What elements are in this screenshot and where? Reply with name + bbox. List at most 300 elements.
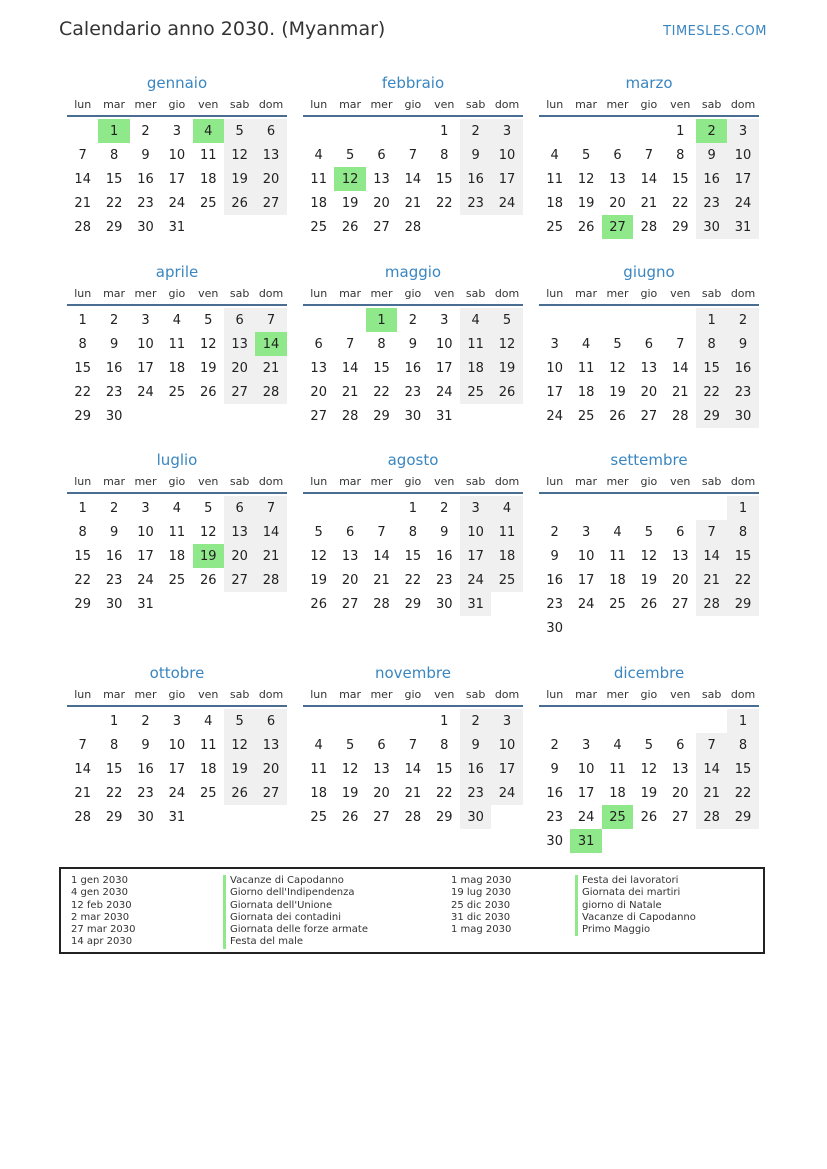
weekday-label: dom xyxy=(730,287,756,300)
empty-cell xyxy=(67,119,98,143)
month-luglio xyxy=(67,449,287,616)
weekday-label: mer xyxy=(134,287,157,300)
day-cell: 31 xyxy=(727,215,758,239)
day-cell: 14 xyxy=(696,544,727,568)
weekday-label: lun xyxy=(310,688,328,701)
day-cell: 29 xyxy=(671,219,689,235)
weekday-label: mer xyxy=(606,688,629,701)
day-cell: 16 xyxy=(105,548,123,564)
day-cell: 26 xyxy=(224,781,255,805)
day-cell: 10 xyxy=(546,360,563,376)
day-cell: 10 xyxy=(491,733,522,757)
day-cell: 15 xyxy=(74,360,91,376)
empty-cell xyxy=(67,709,98,733)
day-cell: 11 xyxy=(577,360,595,376)
legend-holiday-name: Festa del male xyxy=(223,936,368,948)
weekday-label: mer xyxy=(370,98,393,111)
day-cell: 21 xyxy=(671,384,689,400)
day-cell: 18 xyxy=(199,761,217,777)
legend-date: 19 lug 2030 xyxy=(451,887,511,899)
day-cell: 12 xyxy=(341,761,359,777)
day-cell: 10 xyxy=(577,761,595,777)
legend-date: 1 mag 2030 xyxy=(451,924,512,936)
day-cell: 4 xyxy=(460,308,491,332)
day-cell: 24 xyxy=(491,191,522,215)
weekday-label: ven xyxy=(434,688,455,701)
day-cell: 2 xyxy=(141,123,150,139)
day-cell: 1 xyxy=(696,308,727,332)
holiday-day-cell: 31 xyxy=(570,829,601,853)
day-cell: 17 xyxy=(491,167,522,191)
day-cell: 10 xyxy=(460,520,491,544)
day-cell: 11 xyxy=(199,147,217,163)
holiday-day-cell: 27 xyxy=(602,215,633,239)
day-cell: 17 xyxy=(137,360,154,376)
empty-cell xyxy=(570,709,601,733)
day-cell: 18 xyxy=(577,384,595,400)
month-name: novembre xyxy=(375,664,451,682)
day-cell: 29 xyxy=(74,408,91,424)
weekday-label: mer xyxy=(134,475,157,488)
month-name: aprile xyxy=(155,263,199,281)
holiday-day-cell: 25 xyxy=(602,805,633,829)
day-cell: 7 xyxy=(345,336,355,352)
legend-date: 2 mar 2030 xyxy=(71,911,130,923)
day-grid xyxy=(303,308,523,428)
day-cell: 11 xyxy=(310,171,327,187)
day-cell: 15 xyxy=(671,171,689,187)
day-cell: 3 xyxy=(172,123,181,139)
month-agosto xyxy=(303,449,523,616)
legend-date: 1 mag 2030 xyxy=(451,875,512,886)
day-cell: 26 xyxy=(609,408,626,424)
weekday-label: mar xyxy=(339,688,362,701)
day-cell: 26 xyxy=(224,191,255,215)
day-cell: 21 xyxy=(74,785,91,801)
weekday-label: mer xyxy=(370,688,393,701)
weekday-header xyxy=(539,94,759,117)
day-grid xyxy=(539,709,759,853)
day-cell: 30 xyxy=(460,805,491,829)
day-cell: 22 xyxy=(74,384,91,400)
day-cell: 22 xyxy=(105,195,123,211)
day-cell: 1 xyxy=(109,713,119,729)
empty-cell xyxy=(665,709,696,733)
day-cell: 20 xyxy=(341,572,359,588)
day-cell: 8 xyxy=(696,332,727,356)
weekday-label: ven xyxy=(198,287,219,300)
day-grid xyxy=(67,709,287,829)
empty-cell xyxy=(539,496,570,520)
day-cell: 23 xyxy=(137,785,154,801)
day-cell: 24 xyxy=(546,408,563,424)
day-cell: 12 xyxy=(640,761,658,777)
weekday-label: gio xyxy=(404,98,422,111)
day-cell: 20 xyxy=(255,167,286,191)
day-grid xyxy=(539,119,759,239)
day-cell: 3 xyxy=(141,312,150,328)
day-cell: 7 xyxy=(408,147,417,163)
day-cell: 22 xyxy=(727,781,758,805)
day-cell: 25 xyxy=(310,219,327,235)
day-cell: 16 xyxy=(546,785,563,801)
weekday-label: gio xyxy=(168,688,186,701)
legend-date: 27 mar 2030 xyxy=(71,924,136,936)
empty-cell xyxy=(303,709,334,733)
weekday-label: ven xyxy=(670,688,691,701)
day-cell: 20 xyxy=(671,572,689,588)
day-cell: 7 xyxy=(377,524,386,540)
weekday-label: sab xyxy=(229,475,250,488)
month-name: luglio xyxy=(156,451,198,469)
weekday-label: lun xyxy=(546,475,564,488)
day-cell: 2 xyxy=(550,524,559,540)
day-cell: 22 xyxy=(404,572,422,588)
month-dicembre xyxy=(539,662,759,853)
weekday-label: dom xyxy=(258,688,284,701)
weekday-label: gio xyxy=(168,475,186,488)
day-cell: 29 xyxy=(727,592,758,616)
day-cell: 26 xyxy=(310,596,327,612)
day-cell: 5 xyxy=(204,500,213,516)
day-cell: 7 xyxy=(644,147,653,163)
day-cell: 7 xyxy=(78,737,87,753)
day-cell: 14 xyxy=(404,761,422,777)
day-cell: 18 xyxy=(491,544,522,568)
day-cell: 18 xyxy=(168,548,186,564)
day-cell: 10 xyxy=(137,336,154,352)
weekday-label: sab xyxy=(229,287,250,300)
weekday-label: gio xyxy=(404,287,422,300)
day-cell: 13 xyxy=(609,171,626,187)
day-cell: 21 xyxy=(404,785,422,801)
day-cell: 26 xyxy=(640,596,658,612)
weekday-label: lun xyxy=(546,287,564,300)
day-cell: 28 xyxy=(255,568,286,592)
legend-date: 12 feb 2030 xyxy=(71,899,132,911)
day-cell: 16 xyxy=(137,761,154,777)
day-cell: 15 xyxy=(727,544,758,568)
day-cell: 29 xyxy=(74,596,91,612)
month-giugno xyxy=(539,261,759,428)
day-cell: 15 xyxy=(373,360,390,376)
weekday-label: gio xyxy=(168,98,186,111)
holiday-day-cell: 1 xyxy=(366,308,397,332)
weekday-label: lun xyxy=(310,475,328,488)
day-cell: 11 xyxy=(609,548,626,564)
day-cell: 24 xyxy=(577,596,595,612)
day-cell: 12 xyxy=(310,548,327,564)
day-cell: 20 xyxy=(609,195,626,211)
weekday-label: mar xyxy=(575,688,598,701)
day-cell: 19 xyxy=(310,572,327,588)
day-cell: 22 xyxy=(727,568,758,592)
month-name: marzo xyxy=(625,74,673,92)
weekday-label: ven xyxy=(670,475,691,488)
day-cell: 7 xyxy=(408,737,417,753)
month-name: ottobre xyxy=(149,664,205,682)
day-cell: 17 xyxy=(577,572,595,588)
day-cell: 26 xyxy=(199,384,217,400)
day-cell: 14 xyxy=(74,761,91,777)
day-cell: 27 xyxy=(671,596,689,612)
day-cell: 10 xyxy=(435,336,453,352)
day-cell: 27 xyxy=(373,809,390,825)
day-cell: 3 xyxy=(491,709,522,733)
empty-cell xyxy=(334,119,365,143)
empty-cell xyxy=(539,119,570,143)
day-cell: 3 xyxy=(172,713,181,729)
weekday-header xyxy=(303,471,523,494)
empty-cell xyxy=(665,496,696,520)
day-cell: 10 xyxy=(168,737,186,753)
day-cell: 2 xyxy=(460,119,491,143)
day-cell: 4 xyxy=(491,496,522,520)
weekday-label: mer xyxy=(606,287,629,300)
day-cell: 27 xyxy=(224,568,255,592)
weekday-label: lun xyxy=(74,688,92,701)
weekday-label: gio xyxy=(640,688,658,701)
day-cell: 8 xyxy=(109,737,119,753)
day-cell: 30 xyxy=(105,408,123,424)
day-cell: 17 xyxy=(460,544,491,568)
day-cell: 25 xyxy=(168,572,186,588)
empty-cell xyxy=(303,496,334,520)
day-cell: 11 xyxy=(310,761,327,777)
day-cell: 14 xyxy=(74,171,91,187)
day-cell: 21 xyxy=(696,781,727,805)
day-cell: 21 xyxy=(640,195,658,211)
day-cell: 18 xyxy=(460,356,491,380)
day-cell: 2 xyxy=(141,713,150,729)
day-cell: 11 xyxy=(491,520,522,544)
day-cell: 19 xyxy=(640,572,658,588)
day-cell: 24 xyxy=(727,191,758,215)
day-cell: 28 xyxy=(696,805,727,829)
weekday-label: dom xyxy=(730,98,756,111)
day-cell: 5 xyxy=(644,737,653,753)
weekday-label: dom xyxy=(494,98,520,111)
day-cell: 30 xyxy=(404,408,422,424)
day-cell: 9 xyxy=(550,548,559,564)
day-cell: 12 xyxy=(577,171,595,187)
day-cell: 20 xyxy=(640,384,658,400)
empty-cell xyxy=(602,496,633,520)
weekday-label: lun xyxy=(546,98,564,111)
month-name: giugno xyxy=(623,263,675,281)
legend-date: 25 dic 2030 xyxy=(451,899,511,911)
day-cell: 14 xyxy=(671,360,689,376)
day-cell: 8 xyxy=(78,336,87,352)
brand-link[interactable]: TIMESLES.COM xyxy=(663,24,767,39)
holiday-day-cell: 1 xyxy=(98,119,129,143)
weekday-label: sab xyxy=(701,287,722,300)
day-cell: 26 xyxy=(577,219,595,235)
empty-cell xyxy=(303,308,334,332)
legend-holiday-name: Giornata dell'Unione xyxy=(223,900,368,912)
month-name: dicembre xyxy=(613,664,685,682)
day-cell: 19 xyxy=(609,384,626,400)
day-cell: 10 xyxy=(727,143,758,167)
day-cell: 12 xyxy=(640,548,658,564)
day-cell: 19 xyxy=(640,785,658,801)
weekday-label: mer xyxy=(606,98,629,111)
day-cell: 15 xyxy=(435,171,453,187)
day-cell: 5 xyxy=(224,119,255,143)
day-cell: 10 xyxy=(577,548,595,564)
legend-holiday-name: Giorno dell'Indipendenza xyxy=(223,887,368,899)
day-cell: 27 xyxy=(640,408,658,424)
weekday-label: dom xyxy=(494,287,520,300)
weekday-label: mer xyxy=(134,688,157,701)
weekday-label: lun xyxy=(74,287,92,300)
empty-cell xyxy=(696,709,727,733)
day-cell: 2 xyxy=(440,500,449,516)
weekday-label: ven xyxy=(198,475,219,488)
holiday-legend xyxy=(59,867,765,954)
weekday-label: gio xyxy=(640,475,658,488)
weekday-label: lun xyxy=(546,688,564,701)
day-cell: 23 xyxy=(435,572,453,588)
day-cell: 6 xyxy=(676,737,685,753)
month-settembre xyxy=(539,449,759,640)
day-grid xyxy=(539,496,759,640)
empty-cell xyxy=(602,119,633,143)
day-cell: 11 xyxy=(168,336,186,352)
day-cell: 20 xyxy=(373,785,390,801)
day-cell: 28 xyxy=(640,219,658,235)
day-cell: 25 xyxy=(609,596,626,612)
empty-cell xyxy=(366,119,397,143)
day-cell: 8 xyxy=(440,147,449,163)
day-cell: 15 xyxy=(105,761,123,777)
day-cell: 30 xyxy=(137,809,154,825)
empty-cell xyxy=(303,119,334,143)
weekday-label: gio xyxy=(404,475,422,488)
day-cell: 1 xyxy=(78,500,87,516)
day-cell: 27 xyxy=(310,408,327,424)
day-cell: 4 xyxy=(581,336,591,352)
day-cell: 20 xyxy=(224,356,255,380)
empty-cell xyxy=(602,308,633,332)
month-name: gennaio xyxy=(146,74,208,92)
day-cell: 14 xyxy=(404,171,422,187)
empty-cell xyxy=(570,308,601,332)
day-cell: 8 xyxy=(440,737,449,753)
day-cell: 31 xyxy=(168,809,186,825)
weekday-label: mar xyxy=(339,475,362,488)
legend-names-left xyxy=(223,875,368,949)
day-cell: 28 xyxy=(696,592,727,616)
day-cell: 23 xyxy=(546,809,563,825)
day-cell: 17 xyxy=(727,167,758,191)
day-cell: 16 xyxy=(404,360,422,376)
weekday-label: mar xyxy=(103,287,126,300)
legend-date: 1 gen 2030 xyxy=(71,875,129,886)
day-cell: 21 xyxy=(341,384,359,400)
day-cell: 21 xyxy=(74,195,91,211)
day-cell: 22 xyxy=(435,785,453,801)
day-cell: 21 xyxy=(696,568,727,592)
day-cell: 10 xyxy=(168,147,186,163)
weekday-label: mer xyxy=(370,475,393,488)
month-name: agosto xyxy=(387,451,439,469)
weekday-label: sab xyxy=(701,475,722,488)
day-cell: 8 xyxy=(377,336,386,352)
day-cell: 7 xyxy=(78,147,87,163)
day-cell: 15 xyxy=(727,757,758,781)
month-maggio xyxy=(303,261,523,428)
day-cell: 29 xyxy=(105,219,123,235)
day-cell: 28 xyxy=(373,596,390,612)
day-cell: 9 xyxy=(141,147,150,163)
month-ottobre xyxy=(67,662,287,829)
day-cell: 18 xyxy=(199,171,217,187)
day-cell: 3 xyxy=(440,312,449,328)
day-cell: 29 xyxy=(105,809,123,825)
day-cell: 16 xyxy=(460,167,491,191)
day-cell: 18 xyxy=(609,785,626,801)
weekday-label: lun xyxy=(74,98,92,111)
day-cell: 15 xyxy=(404,548,422,564)
day-cell: 26 xyxy=(640,809,658,825)
day-cell: 22 xyxy=(74,572,91,588)
day-cell: 27 xyxy=(373,219,390,235)
day-cell: 18 xyxy=(546,195,563,211)
day-cell: 4 xyxy=(314,147,323,163)
day-cell: 20 xyxy=(255,757,286,781)
day-cell: 4 xyxy=(314,737,323,753)
day-cell: 8 xyxy=(78,524,87,540)
day-cell: 13 xyxy=(224,520,255,544)
month-name: settembre xyxy=(610,451,688,469)
day-cell: 31 xyxy=(137,596,154,612)
weekday-label: dom xyxy=(258,98,284,111)
day-cell: 15 xyxy=(74,548,91,564)
weekday-label: sab xyxy=(701,98,722,111)
day-cell: 20 xyxy=(224,544,255,568)
day-cell: 10 xyxy=(491,143,522,167)
day-cell: 3 xyxy=(727,119,758,143)
day-cell: 14 xyxy=(696,757,727,781)
holiday-day-cell: 2 xyxy=(696,119,727,143)
day-cell: 1 xyxy=(440,713,449,729)
day-cell: 9 xyxy=(727,332,758,356)
day-cell: 25 xyxy=(577,408,595,424)
day-cell: 16 xyxy=(696,167,727,191)
day-cell: 8 xyxy=(727,520,758,544)
day-cell: 3 xyxy=(141,500,150,516)
legend-dates-right xyxy=(451,875,511,936)
day-cell: 24 xyxy=(168,195,186,211)
day-cell: 21 xyxy=(373,572,390,588)
day-cell: 25 xyxy=(199,785,217,801)
day-cell: 23 xyxy=(105,572,123,588)
day-cell: 24 xyxy=(491,781,522,805)
day-cell: 12 xyxy=(224,733,255,757)
day-cell: 22 xyxy=(373,384,390,400)
day-cell: 6 xyxy=(676,524,685,540)
day-cell: 28 xyxy=(404,219,422,235)
day-cell: 28 xyxy=(74,809,91,825)
day-cell: 19 xyxy=(224,167,255,191)
holiday-day-cell: 19 xyxy=(193,544,224,568)
weekday-label: sab xyxy=(465,98,486,111)
weekday-header xyxy=(539,684,759,707)
day-cell: 13 xyxy=(671,548,689,564)
weekday-header xyxy=(67,283,287,306)
empty-cell xyxy=(366,496,397,520)
